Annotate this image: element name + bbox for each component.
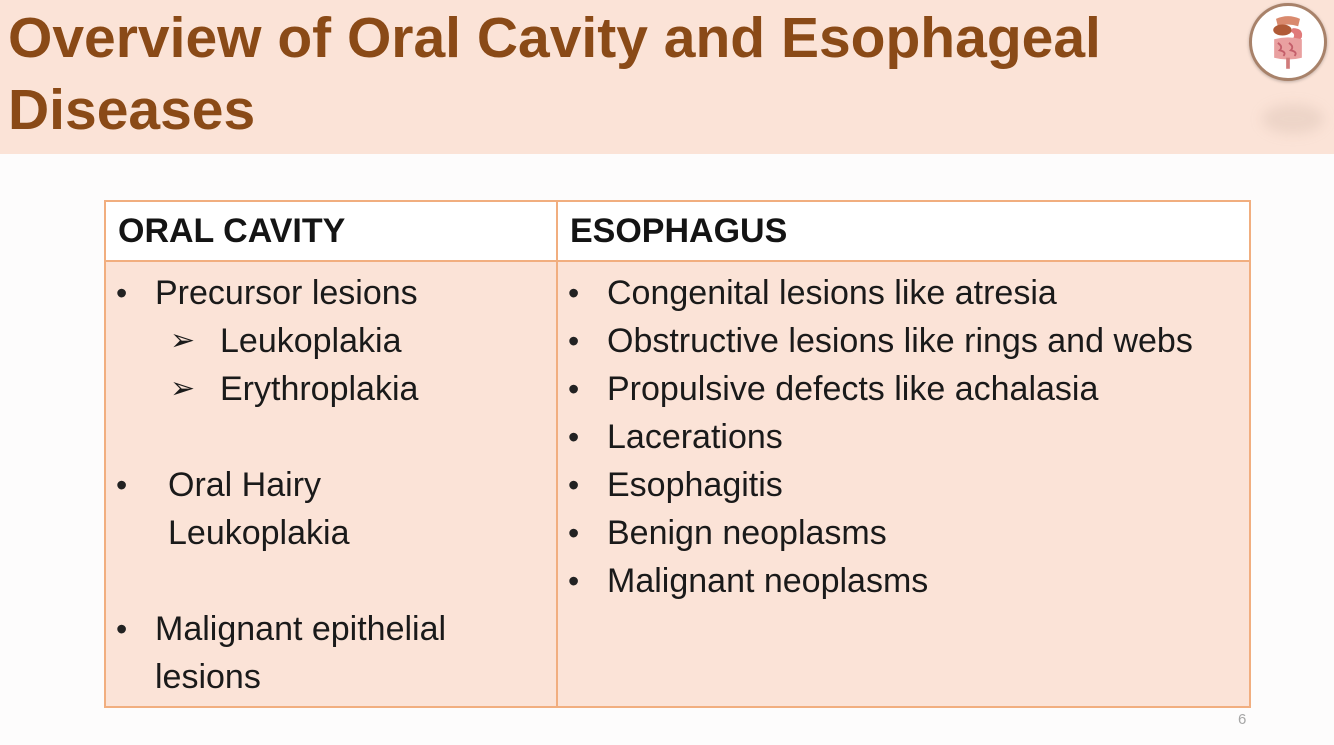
list-item [558, 509, 1249, 557]
esophagus-cell [557, 261, 1250, 707]
list-item [558, 365, 1249, 413]
slide-title: Overview of Oral Cavity and Esophageal Diseases [8, 6, 1101, 142]
list-item [558, 317, 1249, 365]
list-item [558, 557, 1249, 605]
list-item-text: Esophagitis [607, 466, 783, 504]
list-item-text: Malignant neoplasms [607, 562, 929, 600]
oral-cavity-list [106, 269, 556, 701]
list-item-text: Propulsive defects like achalasia [607, 370, 1099, 408]
list-item-text: Erythroplakia [220, 370, 419, 408]
bullet-dot: • [568, 275, 580, 311]
bullet-dot: • [116, 467, 128, 503]
list-item-text: Lacerations [607, 418, 783, 456]
spacer [106, 413, 556, 461]
bullet-dot: • [116, 611, 128, 647]
disease-table [104, 200, 1251, 708]
sub-list-item [106, 365, 556, 413]
list-item [558, 461, 1249, 509]
list-item-text: Congenital lesions like atresia [607, 274, 1057, 312]
header-oral-cavity: ORAL CAVITY [105, 201, 557, 261]
list-item-text: Benign neoplasms [607, 514, 887, 552]
oral-cavity-cell [105, 261, 557, 707]
sub-list-item [106, 317, 556, 365]
list-item-text: Obstructive lesions like rings and webs [607, 322, 1193, 360]
bullet-dot: • [568, 467, 580, 503]
list-item [558, 269, 1249, 317]
esophagus-list [558, 269, 1249, 605]
list-item-text: Leukoplakia [220, 322, 402, 360]
arrow-bullet-icon: ➢ [170, 324, 196, 357]
title-band [0, 0, 1334, 154]
list-item-text: Malignant epithelial lesions [155, 610, 447, 696]
list-item [106, 269, 556, 317]
bullet-dot: • [568, 371, 580, 407]
bullet-dot: • [568, 323, 580, 359]
list-item-text: Oral Hairy Leukoplakia [168, 466, 350, 552]
list-item [558, 413, 1249, 461]
logo-shadow [1262, 104, 1324, 134]
header-esophagus: ESOPHAGUS [557, 201, 1250, 261]
bullet-dot: • [568, 515, 580, 551]
list-item [106, 605, 556, 701]
spacer [106, 557, 556, 605]
bullet-dot: • [568, 419, 580, 455]
page-number: 6 [1238, 711, 1247, 728]
list-item [106, 461, 556, 557]
bullet-dot: • [568, 563, 580, 599]
digestive-system-icon [1249, 3, 1327, 81]
bullet-dot: • [116, 275, 128, 311]
arrow-bullet-icon: ➢ [170, 372, 196, 405]
list-item-text: Precursor lesions [155, 274, 418, 312]
